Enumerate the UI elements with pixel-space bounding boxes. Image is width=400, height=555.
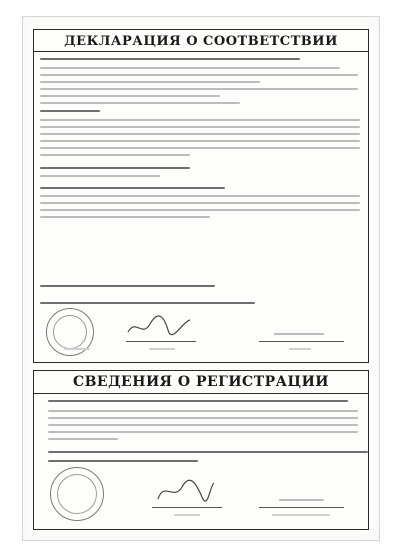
registrar-signature	[154, 477, 218, 505]
registrar-signature-line	[152, 507, 222, 508]
certificate-page	[22, 16, 380, 541]
registration-title: СВЕДЕНИЯ О РЕГИСТРАЦИИ	[72, 374, 330, 390]
registry-seal	[50, 467, 104, 521]
declaration-title: ДЕКЛАРАЦИЯ О СООТВЕТСТВИИ	[64, 34, 338, 49]
signature-line	[126, 341, 196, 342]
registration-title-divider	[34, 393, 368, 394]
registration-section	[33, 370, 369, 530]
declarant-signature	[124, 312, 194, 340]
registrar-name-line	[259, 507, 344, 508]
declaration-title-divider	[34, 51, 368, 52]
declaration-section	[33, 29, 369, 363]
name-line	[259, 341, 344, 342]
